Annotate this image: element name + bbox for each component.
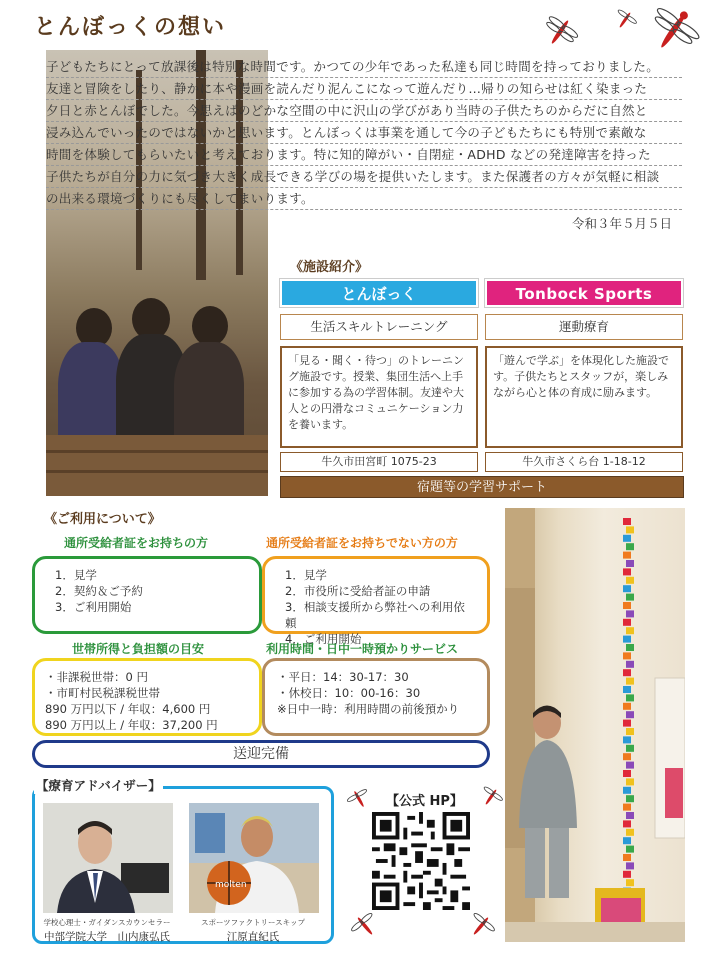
facility-b-name: Tonbock Sports	[485, 279, 683, 307]
tower-block	[623, 720, 631, 727]
tower-block	[626, 795, 634, 802]
tower-block	[623, 854, 631, 861]
tower-block	[626, 778, 634, 785]
tower-block	[626, 879, 634, 886]
dragonfly-icon	[466, 912, 496, 940]
tower-block	[623, 619, 631, 626]
tower-block	[623, 652, 631, 659]
tower-block	[623, 770, 631, 777]
advisor-2-name: 江原直紀氏	[226, 931, 280, 943]
tower-block	[626, 610, 634, 617]
homework-support-bar: 宿題等の学習サポート	[280, 476, 684, 498]
intro-line: 友達と冒険をしたり、静かに本や漫画を読んだり泥んこになって遊んだり…帰りの知らせは紅く染まった	[46, 78, 682, 100]
advisor-1-name: 中部学院大学 山内康弘氏	[44, 931, 170, 943]
tower-block	[626, 543, 634, 550]
list-item: 1．見学	[55, 568, 97, 582]
advisor-1-photo	[43, 803, 173, 913]
list-item: ・休校日：10：00-16：30	[277, 686, 421, 700]
list-item: ※日中一時：利用時間の前後預かり	[277, 702, 460, 716]
facility-a-address: 牛久市田宮町 1075-23	[280, 452, 478, 472]
list-item: ・非課税世帯：0 円	[45, 670, 148, 684]
tower-block	[623, 820, 631, 827]
tower-block	[626, 560, 634, 567]
usage-heading: 《ご利用について》	[44, 512, 161, 527]
tower-block	[626, 862, 634, 869]
tower-block	[623, 535, 631, 542]
facility-b-description: 「遊んで学ぶ」を体現化した施設です。子供たちとスタッフが，楽しみながら心と体の育成に励みます。	[485, 346, 683, 448]
intro-line: 子供たちが自分の力に気づき大きく成長できる学びの場を提供いたします。また保護者の方々が気軽に相談	[46, 166, 682, 188]
advisor-heading: 【療育アドバイザー】	[36, 778, 161, 793]
tower-block	[626, 577, 634, 584]
page-title: とんぼっくの想い	[34, 15, 227, 40]
tower-block	[626, 627, 634, 634]
facility-b-address: 牛久市さくら台 1-18-12	[485, 452, 683, 472]
advisor-panel	[32, 786, 334, 944]
intro-line: の出来る環境づくりにも尽くしてまいります。	[46, 188, 682, 210]
list-item: 4．ご利用開始	[285, 632, 362, 646]
tower-block	[623, 585, 631, 592]
list-item: 3．相談支援所から弊社への利用依頼	[285, 600, 465, 630]
dragonfly-icon	[540, 14, 580, 50]
tower-block	[626, 745, 634, 752]
intro-line: 時間を体験してもらいたいと考えております。特に知的障がい・自閉症・ADHD などの発達障害を持った	[46, 144, 682, 166]
list-item: 890 万円以上 / 年収：37,200 円	[45, 718, 218, 732]
with-cert-title: 通所受給者証をお持ちの方	[64, 536, 209, 550]
tower-block	[623, 837, 631, 844]
dragonfly-icon	[346, 788, 372, 810]
tower-block	[623, 518, 631, 525]
dragonfly-icon	[350, 912, 380, 940]
tower-block	[623, 686, 631, 693]
list-item: 890 万円以下 / 年収：4,600 円	[45, 702, 211, 716]
official-hp-label: 【公式 HP】	[386, 794, 463, 809]
list-item: 3．ご利用開始	[55, 600, 132, 614]
ball-brand: molten	[215, 880, 247, 890]
income-title: 世帯所得と負担額の目安	[72, 642, 205, 656]
tower-block	[623, 871, 631, 878]
tower-block	[626, 829, 634, 836]
tower-block	[623, 753, 631, 760]
tower-block	[623, 804, 631, 811]
tower-block	[626, 728, 634, 735]
tower-block	[626, 661, 634, 668]
list-item: 2．契約＆ご予約	[55, 584, 143, 598]
tower-block	[626, 694, 634, 701]
dragonfly-icon	[612, 8, 638, 32]
tower-block	[626, 526, 634, 533]
block-tower	[623, 518, 634, 903]
advisor-2-title: スポーツファクトリースキップ	[200, 918, 306, 927]
list-item: ・市町村民税課税世帯	[45, 686, 160, 700]
tower-block	[626, 762, 634, 769]
tower-block	[623, 602, 631, 609]
tower-block	[623, 736, 631, 743]
tower-block	[623, 636, 631, 643]
transport-bar: 送迎完備	[32, 740, 490, 768]
facility-b-subtitle: 運動療育	[485, 314, 683, 340]
intro-message	[46, 56, 682, 236]
facility-a-subtitle: 生活スキルトレーニング	[280, 314, 478, 340]
tower-block	[623, 669, 631, 676]
facility-heading: 《施設紹介》	[290, 260, 369, 275]
dragonfly-icon	[644, 6, 702, 56]
tower-block	[626, 644, 634, 651]
without-cert-steps	[262, 556, 490, 646]
hours-list	[262, 658, 490, 736]
facility-a-name: とんぼっく	[280, 279, 478, 307]
intro-date: 令和３年５月５日	[571, 216, 672, 231]
tower-block	[623, 787, 631, 794]
hours-title: 利用時間・日中一時預かりサービス	[266, 642, 459, 656]
income-list	[32, 658, 262, 736]
tower-block	[623, 552, 631, 559]
with-cert-steps	[32, 556, 262, 634]
intro-line: 夕日と赤とんぼでした。今思えばのどかな空間の中に沢山の学びがあり当時の子供たちのからだに自然と	[46, 100, 682, 122]
tower-block	[626, 846, 634, 853]
list-item: 1．見学	[285, 568, 327, 582]
block-tower-photo	[505, 508, 685, 942]
qr-code-icon[interactable]	[372, 812, 470, 910]
intro-line: 子どもたちにとって放課後は特別な時間です。かつての少年であった私達も同じ時間を持っておりました。	[46, 56, 682, 78]
tower-block	[623, 568, 631, 575]
tower-block	[626, 678, 634, 685]
intro-line: 浸み込んでいったのではないかと思います。とんぼっくは事業を通して今の子どもたちにも特別で素敵な	[46, 122, 682, 144]
list-item: 2．市役所に受給者証の申請	[285, 584, 431, 598]
tower-block	[626, 711, 634, 718]
facility-a-description: 「見る・聞く・待つ」のトレーニング施設です。授業、集団生活へ上手に参加する為の学習体制。友達や大人との円滑なコミュニケーション力を養います。	[280, 346, 478, 448]
without-cert-title: 通所受給者証をお持ちでない方の方	[266, 536, 458, 550]
list-item: ・平日：14：30-17：30	[277, 670, 409, 684]
tower-block	[626, 812, 634, 819]
advisor-1-title: 学校心理士・ガイダンスカウンセラー	[43, 918, 171, 927]
tower-block	[623, 703, 631, 710]
tower-block	[626, 594, 634, 601]
dragonfly-icon	[478, 786, 504, 808]
advisor-2-photo	[189, 803, 319, 913]
